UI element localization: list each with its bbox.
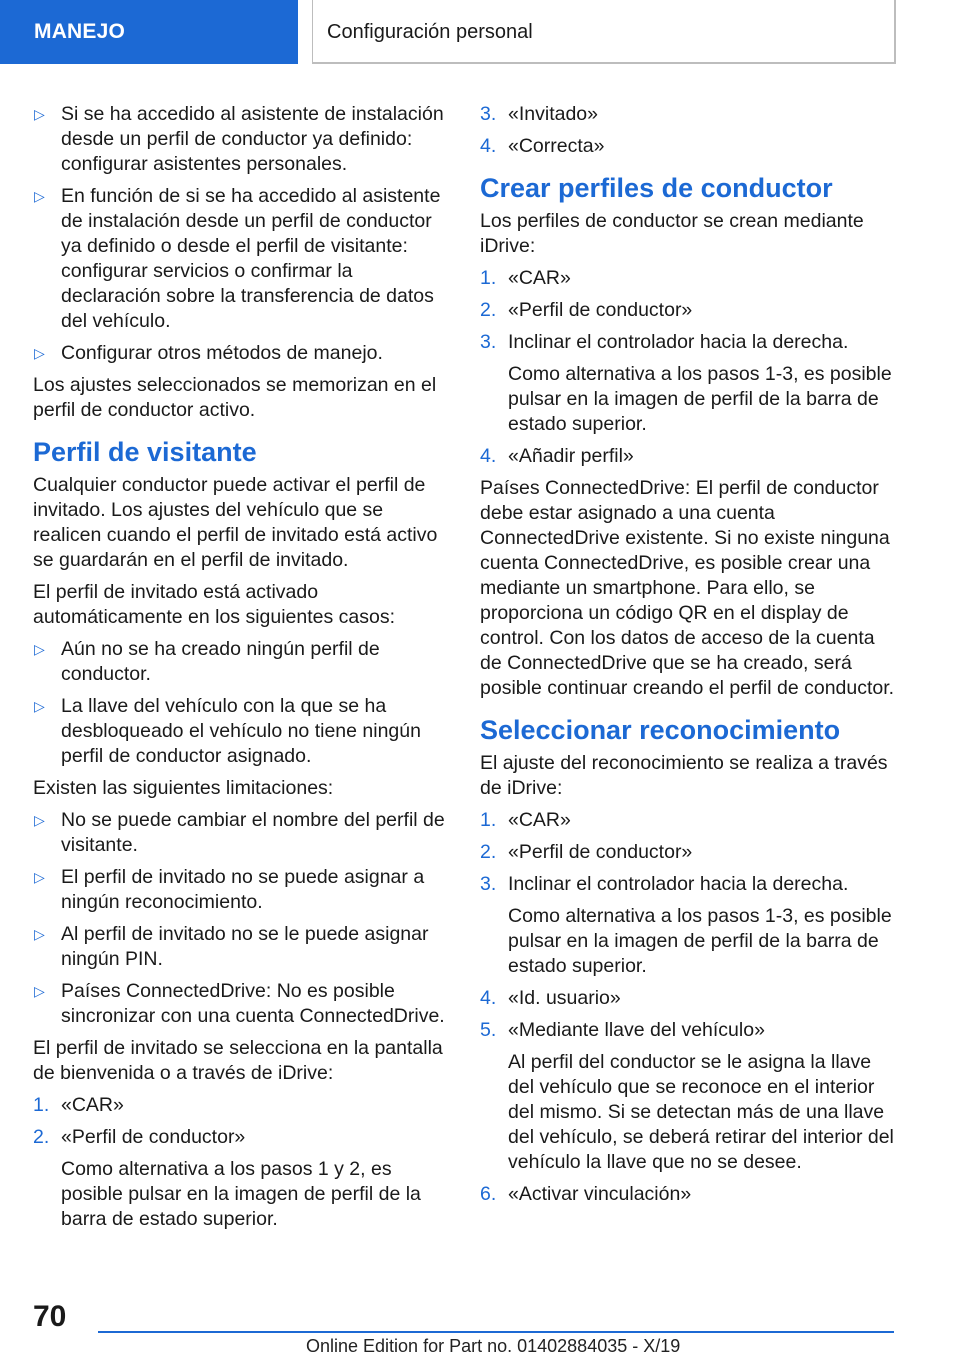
step-item: 2. «Perfil de conductor» (480, 299, 693, 321)
triangle-bullet-icon: ▷ (34, 812, 45, 828)
step-item: 4. «Añadir perfil» (480, 445, 634, 467)
list-item: ▷ Países ConnectedDrive: No es posible sincronizar con una cuenta ConnectedDrive. (34, 980, 445, 1027)
step-item: 3. «Invitado» (480, 103, 598, 125)
paragraph: El ajuste del reconocimiento se realiza a través de iDrive: (480, 752, 888, 799)
list-item: ▷ Al perfil de invitado no se le puede asignar ningún PIN. (34, 923, 429, 970)
triangle-bullet-icon: ▷ (34, 641, 45, 657)
page-number: 70 (33, 1300, 67, 1333)
step-item: 1. «CAR» (480, 267, 571, 289)
triangle-bullet-icon: ▷ (34, 926, 45, 942)
triangle-bullet-icon: ▷ (34, 869, 45, 885)
triangle-bullet-icon: ▷ (34, 188, 45, 204)
list-item: ▷ No se puede cambiar el nombre del perfil de visitante. (34, 809, 445, 856)
section-tab: MANEJO (0, 0, 298, 64)
chapter-title: Configuración personal (312, 0, 896, 64)
paragraph: Los perfiles de conductor se crean mediante iDrive: (480, 210, 864, 257)
list-item: ▷ El perfil de invitado no se puede asignar a ningún reconocimiento. (34, 866, 425, 913)
step-note: Como alternativa a los pasos 1-3, es posible pulsar en la imagen de perfil de la barra de estado superior. (508, 363, 892, 435)
step-note: Como alternativa a los pasos 1-3, es posible pulsar en la imagen de perfil de la barra de estado superior. (508, 905, 892, 977)
paragraph: Países ConnectedDrive: El perfil de conductor debe estar asignado a una cuenta ConnectedDrive existente. Si no existe ninguna cuenta ConnectedDrive, es posible crear una mediante un smartphone. Para ello, se proporciona un código QR en el display de control. Con los datos de acceso de la cuenta de ConnectedDrive que se ha creado, será posible continuar creando el perfil de conductor. (480, 477, 895, 699)
list-item: ▷ La llave del vehículo con la que se ha desbloqueado el vehículo no tiene ningún perfil de conductor asignado. (34, 695, 421, 767)
list-item: ▷ En función de si se ha accedido al asistente de instalación desde un perfil de conductor ya definido o desde el perfil de visitante: configurar servicios o confirmar la declaración sobre la transferencia de datos del vehículo. (34, 185, 441, 332)
section-heading: Perfil de visitante (33, 437, 257, 467)
triangle-bullet-icon: ▷ (34, 106, 45, 122)
step-item: 3. Inclinar el controlador hacia la derecha. (480, 873, 849, 895)
step-note: Al perfil del conductor se le asigna la llave del vehículo que se reconoce en el interior del mismo. Si se detectan más de una llave del vehículo, se deberá retirar del interior del vehículo la llave que no se desee. (508, 1051, 894, 1173)
step-item: 4. «Correcta» (480, 135, 605, 157)
step-item: 6. «Activar vinculación» (480, 1183, 692, 1205)
triangle-bullet-icon: ▷ (34, 698, 45, 714)
section-heading: Seleccionar reconocimiento (480, 715, 841, 745)
list-item: ▷ Si se ha accedido al asistente de instalación desde un perfil de conductor ya definido: configurar asistentes personales. (34, 103, 444, 175)
footer-edition: Online Edition for Part no. 01402884035 - X/19 (306, 1336, 681, 1356)
step-item: 4. «Id. usuario» (480, 987, 621, 1009)
section-heading: Crear perfiles de conductor (480, 173, 833, 203)
paragraph: Existen las siguientes limitaciones: (33, 777, 334, 799)
step-item: 5. «Mediante llave del vehículo» (480, 1019, 765, 1041)
paragraph: El perfil de invitado se selecciona en la pantalla de bienvenida o a través de iDrive: (33, 1037, 443, 1084)
step-item: 1. «CAR» (33, 1094, 124, 1116)
paragraph: Los ajustes seleccionados se memorizan en el perfil de conductor activo. (33, 374, 437, 421)
step-item: 2. «Perfil de conductor» (33, 1126, 246, 1148)
left-column (33, 102, 447, 1239)
triangle-bullet-icon: ▷ (34, 983, 45, 999)
list-item: ▷ Configurar otros métodos de manejo. (34, 342, 383, 364)
list-item: ▷ Aún no se ha creado ningún perfil de conductor. (34, 638, 380, 685)
step-item: 3. Inclinar el controlador hacia la derecha. (480, 331, 849, 353)
step-note: Como alternativa a los pasos 1 y 2, es posible pulsar en la imagen de perfil de la barra de estado superior. (61, 1158, 421, 1230)
triangle-bullet-icon: ▷ (34, 345, 45, 361)
paragraph: El perfil de invitado está activado automáticamente en los siguientes casos: (33, 581, 396, 628)
right-column (480, 102, 900, 1214)
step-item: 2. «Perfil de conductor» (480, 841, 693, 863)
paragraph: Cualquier conductor puede activar el perfil de invitado. Los ajustes del vehículo que se realicen cuando el perfil de invitado está activo se guardarán en el perfil de invitado. (33, 474, 438, 571)
footer-divider (98, 1331, 894, 1333)
step-item: 1. «CAR» (480, 809, 571, 831)
